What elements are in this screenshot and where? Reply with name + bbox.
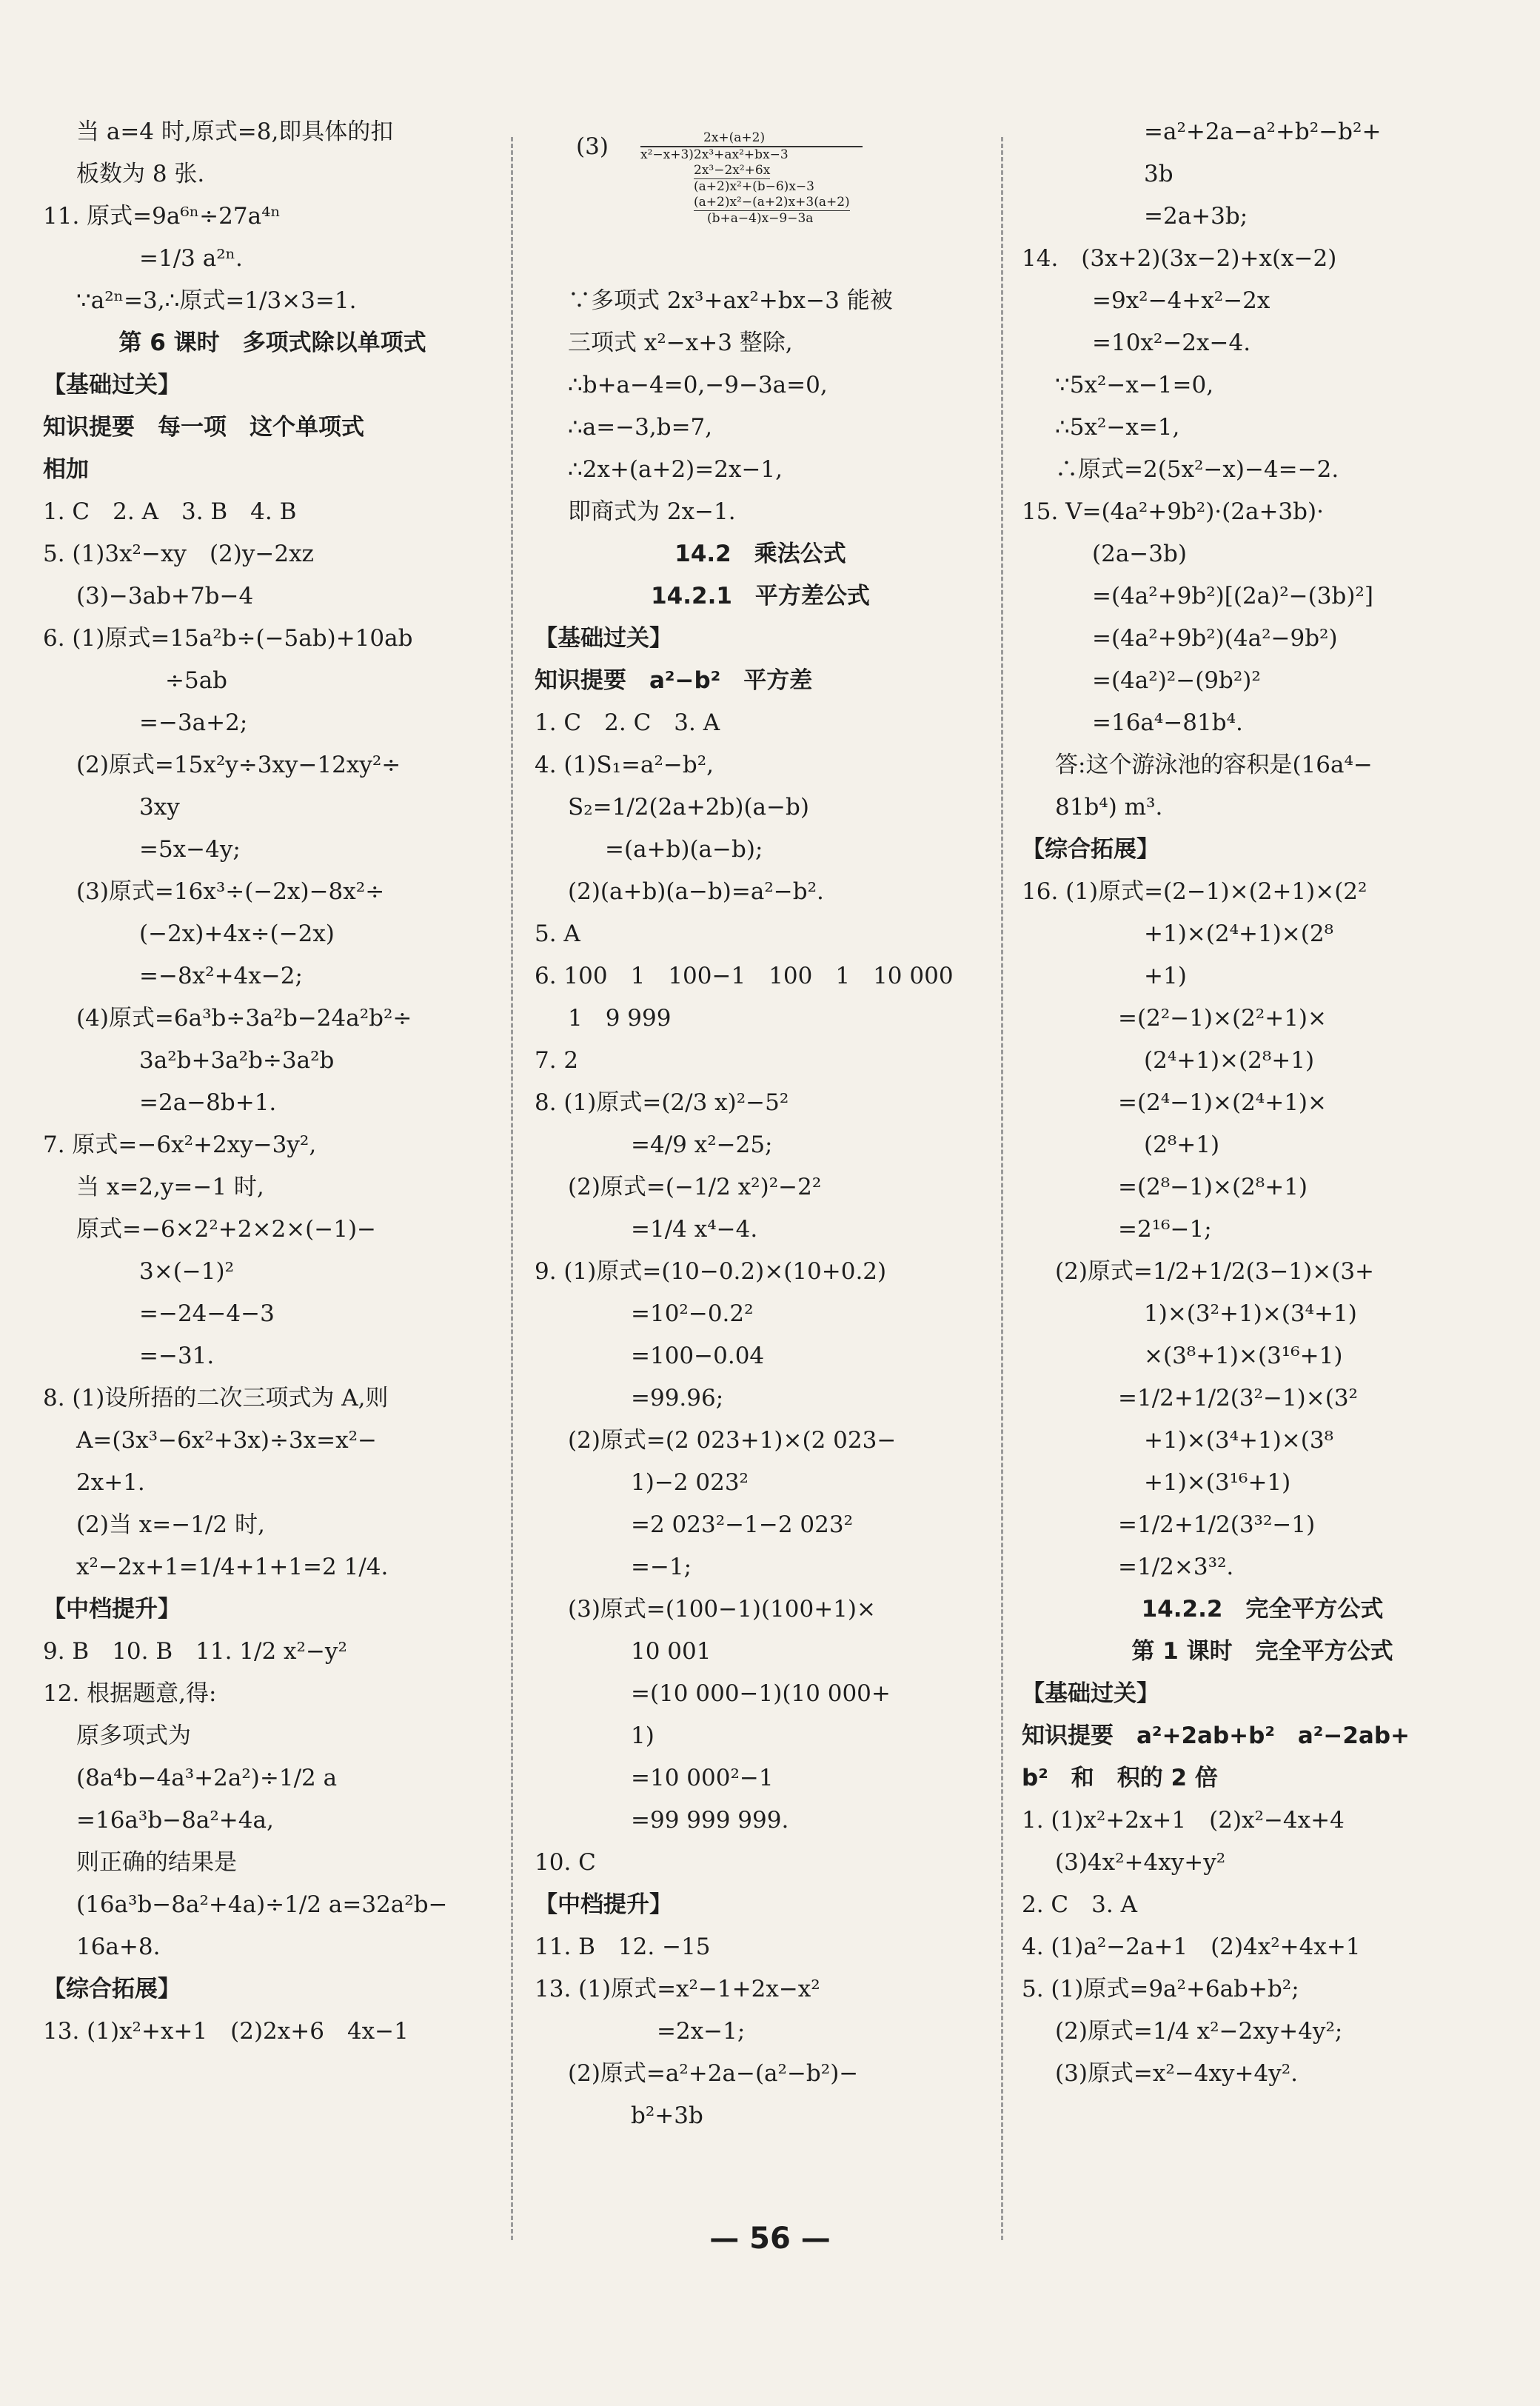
text-line: S₂=1/2(2a+2b)(a−b) [568,794,809,821]
text-line: 10 001 [631,1638,712,1665]
text-line: 2x+1. [76,1469,145,1496]
text-line: =−24−4−3 [139,1300,275,1327]
text-line: 16a+8. [76,1934,161,1960]
text-line: (2a−3b) [1092,541,1187,567]
text-line: =2x−1; [657,2018,746,2045]
text-line: =100−0.04 [631,1343,765,1369]
text-line: =2a+3b; [1144,203,1248,230]
question-7: 7. 原式=−6x²+2xy−3y², [43,1132,317,1158]
question-4: 4. (1)S₁=a²−b², [535,752,714,778]
text-line: 3×(−1)² [139,1258,235,1285]
text-line: 原式=−6×2²+2×2×(−1)− [76,1216,377,1243]
text-line: +1)×(2⁴+1)×(2⁸ [1144,920,1334,947]
section-heading: 【中档提升】 [535,1891,672,1918]
question-8: 8. (1)设所捂的二次三项式为 A,则 [43,1385,389,1411]
text-line: ∵5x²−x−1=0, [1055,372,1214,398]
text-line: =(4a²+9b²)[(2a)²−(3b)²] [1092,583,1373,609]
text-line: =−8x²+4x−2; [139,963,303,989]
text-line: 则正确的结果是 [76,1849,237,1876]
text-line: b² 和 积的 2 倍 [1022,1765,1218,1791]
text-line: =99.96; [631,1385,724,1411]
text-line: (8a⁴b−4a³+2a²)÷1/2 a [76,1765,338,1791]
text-line: ∵多项式 2x³+ax²+bx−3 能被 [568,287,893,314]
text-line: 答:这个游泳池的容积是(16a⁴− [1055,752,1373,778]
section-heading: 【中档提升】 [43,1596,181,1623]
text-line: ∵a²ⁿ=3,∴原式=1/3×3=1. [76,287,357,314]
question-10: 10. C [535,1849,596,1876]
question-1-3: 1. C 2. C 3. A [535,709,720,736]
text-line: =(a+b)(a−b); [605,836,763,863]
text-line: ∴5x²−x=1, [1055,414,1180,441]
subsection-title: 14.2.2 完全平方公式 [1141,1596,1384,1623]
text-line: 三项式 x²−x+3 整除, [568,330,793,356]
text-line: =10²−0.2² [631,1300,754,1327]
text-line: (2)原式=15x²y÷3xy−12xy²÷ [76,752,401,778]
text-line: 相加 [43,456,89,483]
question-5: 5. (1)原式=9a²+6ab+b²; [1022,1976,1299,2002]
text-line: (2)(a+b)(a−b)=a²−b². [568,878,824,905]
text-line: 81b⁴) m³. [1055,794,1163,821]
text-line: 1)×(3²+1)×(3⁴+1) [1144,1300,1357,1327]
text-line: =2 023²−1−2 023² [631,1511,853,1538]
text-line: 1 9 999 [568,1005,672,1032]
text-line: ×(3⁸+1)×(3¹⁶+1) [1144,1343,1343,1369]
text-line: =(4a²+9b²)(4a²−9b²) [1092,625,1338,652]
text-line: =(2⁴−1)×(2⁴+1)× [1118,1089,1327,1116]
text-line: =5x−4y; [139,836,241,863]
text-line: =(10 000−1)(10 000+ [631,1680,891,1707]
lesson-title: 第 6 课时 多项式除以单项式 [118,330,426,356]
text-line: 3xy [139,794,180,821]
question-1: 1. (1)x²+2x+1 (2)x²−4x+4 [1022,1807,1345,1834]
column-right [1022,111,1503,2095]
text-line: (3)−3ab+7b−4 [76,583,254,609]
text-line: 1)−2 023² [631,1469,749,1496]
knowledge-summary: 知识提要 a²−b² 平方差 [535,667,813,694]
section-heading: 【基础过关】 [43,372,181,398]
text-line: +1) [1144,963,1187,989]
text-line: =10x²−2x−4. [1092,330,1251,356]
text-line: =2a−8b+1. [139,1089,277,1116]
text-line: =−3a+2; [139,709,248,736]
text-line: 当 x=2,y=−1 时, [76,1174,264,1200]
division-step: 2x³−2x²+6x [694,163,771,178]
text-line: =(4a²)²−(9b²)² [1092,667,1261,694]
column-left [43,111,502,2053]
text-line: x²−2x+1=1/4+1+1=2 1/4. [76,1554,389,1580]
text-line: (3)原式=(100−1)(100+1)× [568,1596,876,1623]
text-line: =−31. [139,1343,215,1369]
text-line: (2)原式=(2 023+1)×(2 023− [568,1427,897,1454]
question-9: 9. (1)原式=(10−0.2)×(10+0.2) [535,1258,887,1285]
text-line: =4/9 x²−25; [631,1132,773,1158]
division-step: (a+2)x²+(b−6)x−3 [694,179,814,194]
text-line: =1/2×3³². [1118,1554,1234,1580]
text-line: 即商式为 2x−1. [568,498,736,525]
question-6: 6. (1)原式=15a²b÷(−5ab)+10ab [43,625,413,652]
question-14: 14. (3x+2)(3x−2)+x(x−2) [1022,245,1337,272]
text-line: (3)原式=x²−4xy+4y². [1055,2060,1298,2087]
question-2-3: 2. C 3. A [1022,1891,1137,1918]
text-line: =1/2+1/2(3³²−1) [1118,1511,1316,1538]
text-line: =9x²−4+x²−2x [1092,287,1270,314]
long-division [640,130,863,227]
question-1-4: 1. C 2. A 3. B 4. B [43,498,297,525]
text-line: =a²+2a−a²+b²−b²+ [1144,118,1382,145]
question-13: 13. (1)x²+x+1 (2)2x+6 4x−1 [43,2018,409,2045]
text-line: ÷5ab [165,667,228,694]
text-line: (4)原式=6a³b÷3a²b−24a²b²÷ [76,1005,412,1032]
text-line: (2)当 x=−1/2 时, [76,1511,265,1538]
question-5: 5. (1)3x²−xy (2)y−2xz [43,541,314,567]
text-line: =(2⁸−1)×(2⁸+1) [1118,1174,1308,1200]
text-line: (2)原式=1/2+1/2(3−1)×(3+ [1055,1258,1375,1285]
knowledge-summary: 知识提要 每一项 这个单项式 [43,414,364,441]
text-line: =1/3 a²ⁿ. [139,245,243,272]
column-divider [511,137,513,2240]
text-line: =16a⁴−81b⁴. [1092,709,1243,736]
text-line: 当 a=4 时,原式=8,即具体的扣 [76,118,394,145]
text-line: =2¹⁶−1; [1118,1216,1212,1243]
text-line: (−2x)+4x÷(−2x) [139,920,335,947]
text-line: 1) [631,1722,654,1749]
question-15: 15. V=(4a²+9b²)·(2a+3b)· [1022,498,1324,525]
question-6: 6. 100 1 100−1 100 1 10 000 [535,963,954,989]
section-heading: 【基础过关】 [535,625,672,652]
text-line: 3a²b+3a²b÷3a²b [139,1047,335,1074]
division-remainder: (b+a−4)x−9−3a [707,211,814,226]
text-line: (2⁴+1)×(2⁸+1) [1144,1047,1315,1074]
text-line: =(2²−1)×(2²+1)× [1118,1005,1327,1032]
text-line: ∴a=−3,b=7, [568,414,713,441]
text-line: b²+3b [631,2102,703,2129]
division-label: (3) [576,133,609,160]
section-heading: 【综合拓展】 [1022,836,1159,863]
text-line: =10 000²−1 [631,1765,774,1791]
question-9-11: 9. B 10. B 11. 1/2 x²−y² [43,1638,347,1665]
question-13: 13. (1)原式=x²−1+2x−x² [535,1976,820,2002]
knowledge-summary: 知识提要 a²+2ab+b² a²−2ab+ [1022,1722,1410,1749]
text-line: 3b [1144,161,1174,187]
question-8: 8. (1)原式=(2/3 x)²−5² [535,1089,789,1116]
text-line: (2)原式=(−1/2 x²)²−2² [568,1174,822,1200]
text-line: ∴原式=2(5x²−x)−4=−2. [1055,456,1339,483]
text-line: ∴b+a−4=0,−9−3a=0, [568,372,828,398]
text-line: (2)原式=1/4 x²−2xy+4y²; [1055,2018,1343,2045]
text-line: +1)×(3⁴+1)×(3⁸ [1144,1427,1334,1454]
text-line: 板数为 8 张. [76,161,205,187]
text-line: (3)原式=16x³÷(−2x)−8x²÷ [76,878,385,905]
text-line: =99 999 999. [631,1807,789,1834]
text-line: =1/4 x⁴−4. [631,1216,758,1243]
question-11: 11. 原式=9a⁶ⁿ÷27a⁴ⁿ [43,203,281,230]
question-7: 7. 2 [535,1047,579,1074]
column-divider [1001,137,1003,2240]
text-line: (16a³b−8a²+4a)÷1/2 a=32a²b− [76,1891,448,1918]
section-title: 14.2 乘法公式 [674,541,846,567]
text-line: (2)原式=a²+2a−(a²−b²)− [568,2060,859,2087]
text-line: (2⁸+1) [1144,1132,1220,1158]
text-line: =−1; [631,1554,692,1580]
division-dividend: x²−x+3)2x³+ax²+bx−3 [640,146,863,163]
lesson-title: 第 1 课时 完全平方公式 [1131,1638,1393,1665]
question-4: 4. (1)a²−2a+1 (2)4x²+4x+1 [1022,1934,1361,1960]
question-11-12: 11. B 12. −15 [535,1934,711,1960]
page-number: — 56 — [709,2222,831,2256]
subsection-title: 14.2.1 平方差公式 [651,583,870,609]
text-line: =1/2+1/2(3²−1)×(3² [1118,1385,1358,1411]
section-heading: 【综合拓展】 [43,1976,181,2002]
question-5: 5. A [535,920,580,947]
text-line: +1)×(3¹⁶+1) [1144,1469,1291,1496]
question-12: 12. 根据题意,得: [43,1680,217,1707]
column-middle [535,280,986,2137]
question-16: 16. (1)原式=(2−1)×(2+1)×(2² [1022,878,1367,905]
text-line: 原多项式为 [76,1722,191,1749]
section-heading: 【基础过关】 [1022,1680,1159,1707]
text-line: ∴2x+(a+2)=2x−1, [568,456,783,483]
text-line: =16a³b−8a²+4a, [76,1807,274,1834]
division-quotient: 2x+(a+2) [703,130,766,145]
text-line: A=(3x³−6x²+3x)÷3x=x²− [76,1427,378,1454]
division-step: (a+2)x²−(a+2)x+3(a+2) [694,195,850,210]
text-line: (3)4x²+4xy+y² [1055,1849,1226,1876]
